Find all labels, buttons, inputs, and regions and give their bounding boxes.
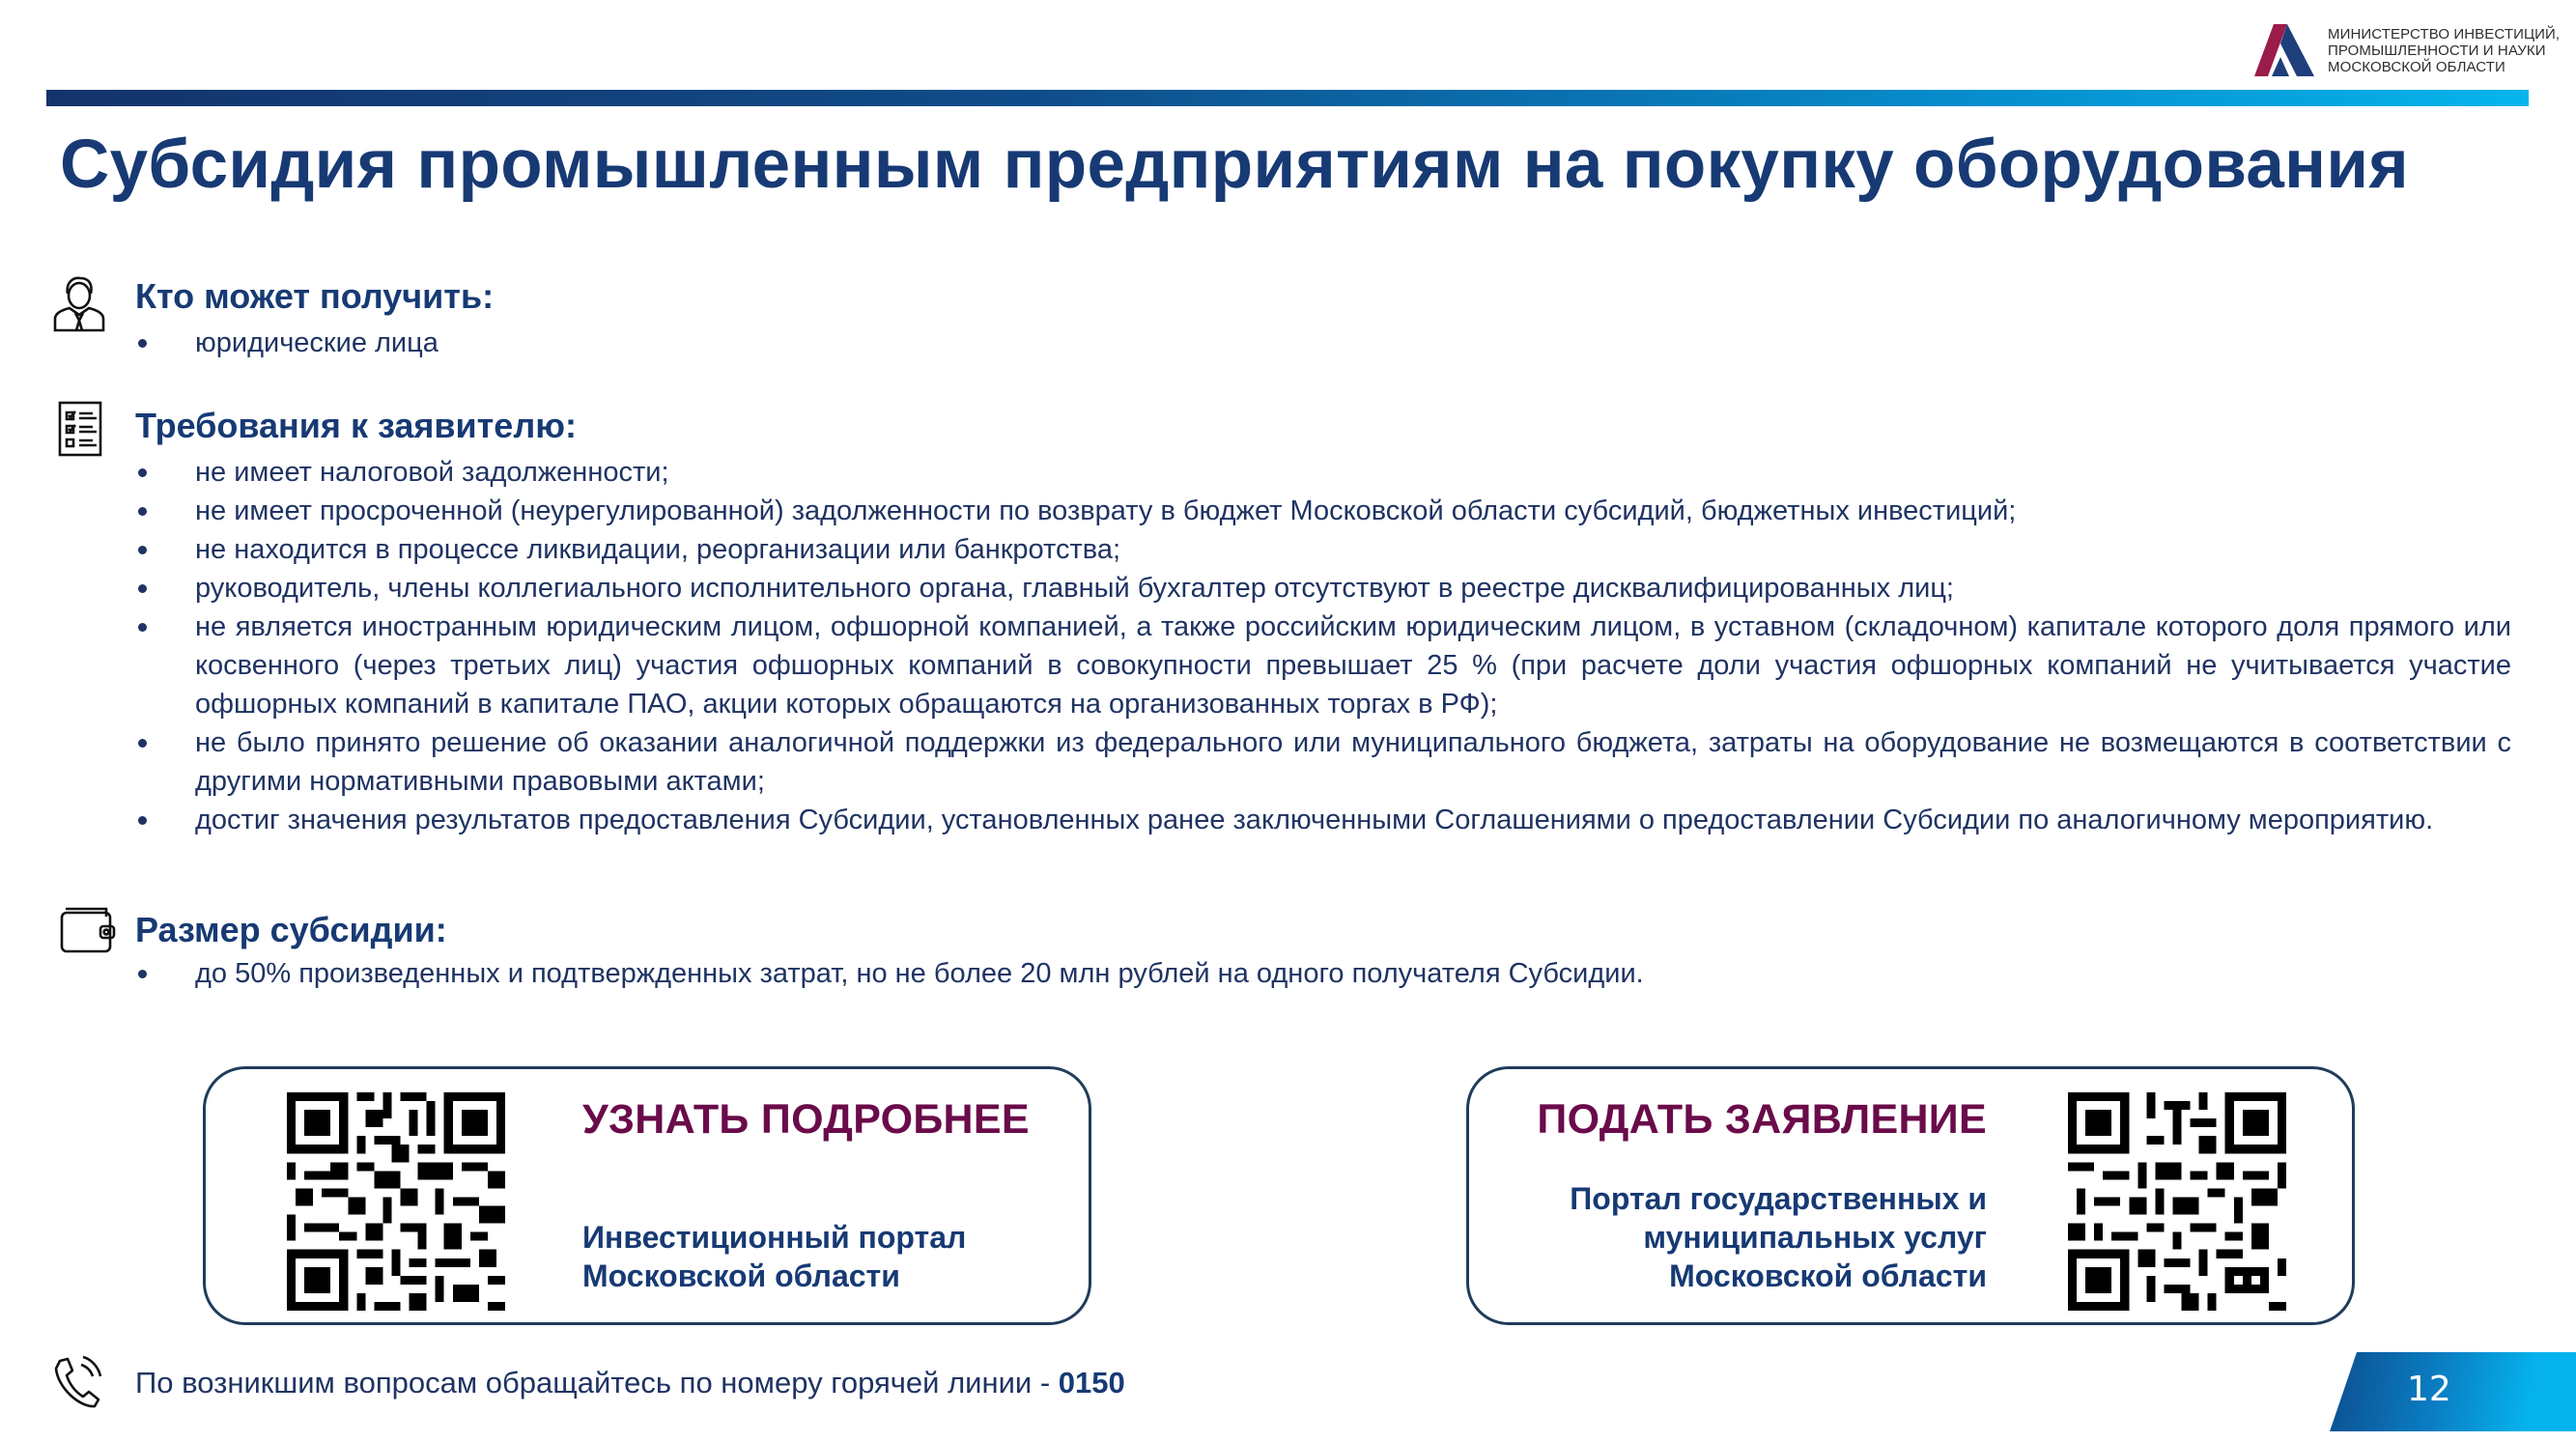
apply-title: ПОДАТЬ ЗАЯВЛЕНИЕ <box>1537 1096 1987 1143</box>
hotline-number[interactable]: 0150 <box>1058 1366 1125 1400</box>
section-heading-eligibility: Кто может получить: <box>135 276 495 316</box>
page-title: Субсидия промышленным предприятиям на покупку оборудования <box>60 127 2409 203</box>
subtitle-line: Московской области <box>582 1258 900 1293</box>
list-item: не находится в процессе ликвидации, реорганизации или банкротства; <box>135 530 2511 569</box>
subsidy-size-list <box>135 954 2511 993</box>
page-number: 12 <box>2407 1370 2451 1409</box>
subtitle-line: Портал государственных и <box>1570 1181 1987 1216</box>
learn-more-subtitle <box>582 1218 966 1295</box>
list-item: достиг значения результатов предоставления Субсидии, установленных ранее заключенными Соглашениями о предоставлении Субсидии по аналогичному мероприятию. <box>135 801 2511 839</box>
header-gradient-bar <box>46 90 2529 106</box>
ministry-name-line: МИНИСТЕРСТВО ИНВЕСТИЦИЙ, <box>2328 25 2561 42</box>
list-item: не имеет просроченной (неурегулированной) задолженности по возврату в бюджет Московской области субсидий, бюджетных инвестиций; <box>135 492 2511 530</box>
list-item: руководитель, члены коллегиального исполнительного органа, главный бухгалтер отсутствуют в реестре дисквалифицированных лиц; <box>135 569 2511 608</box>
section-heading-requirements: Требования к заявителю: <box>135 406 577 445</box>
requirements-list <box>135 453 2511 839</box>
checklist-icon <box>58 401 102 457</box>
hotline-text <box>135 1366 1125 1400</box>
eligibility-list <box>135 324 2511 362</box>
phone-icon <box>52 1355 102 1409</box>
subtitle-line: муниципальных услуг <box>1643 1220 1987 1255</box>
list-item: не было принято решение об оказании аналогичной поддержки из федерального или муниципального бюджета, затраты на оборудование не возмещаются в соответствии с другими нормативными правовыми актами; <box>135 723 2511 801</box>
person-icon <box>52 274 106 332</box>
page-number-badge <box>2330 1352 2576 1431</box>
ministry-logo <box>2254 21 2560 79</box>
subtitle-line: Московской области <box>1669 1258 1987 1293</box>
list-item: не имеет налоговой задолженности; <box>135 453 2511 492</box>
list-item: до 50% произведенных и подтвержденных затрат, но не более 20 млн рублей на одного получателя Субсидии. <box>135 954 2511 993</box>
ministry-logo-icon <box>2254 22 2314 78</box>
apply-card[interactable] <box>1466 1066 2355 1325</box>
hotline-label: По возникшим вопросам обращайтесь по номеру горячей линии - <box>135 1366 1059 1400</box>
ministry-name-line: ПРОМЫШЛЕННОСТИ И НАУКИ <box>2328 42 2546 59</box>
qr-code-icon[interactable] <box>2068 1092 2286 1311</box>
list-item: не является иностранным юридическим лицом, офшорной компанией, а также российским юридическим лицом, в уставном (складочном) капитале которого доля прямого или косвенного (через третьих лиц) участия офшорных компаний в совокупности превышает 25 % (при расчете доли участия офшорных компаний не учитывается участие офшорных компаний в капитале ПАО, акции которых обращаются на организованных торгах в РФ); <box>135 608 2511 723</box>
learn-more-card[interactable] <box>203 1066 1091 1325</box>
ministry-name-line: МОСКОВСКОЙ ОБЛАСТИ <box>2328 58 2505 75</box>
wallet-icon <box>60 903 116 953</box>
learn-more-title: УЗНАТЬ ПОДРОБНЕЕ <box>582 1096 1030 1143</box>
qr-code-icon[interactable] <box>287 1092 505 1311</box>
section-heading-subsidy-size: Размер субсидии: <box>135 910 447 949</box>
ministry-name <box>2328 26 2560 75</box>
list-item: юридические лица <box>135 324 2511 362</box>
apply-subtitle <box>1570 1179 1987 1295</box>
subtitle-line: Инвестиционный портал <box>582 1220 967 1255</box>
